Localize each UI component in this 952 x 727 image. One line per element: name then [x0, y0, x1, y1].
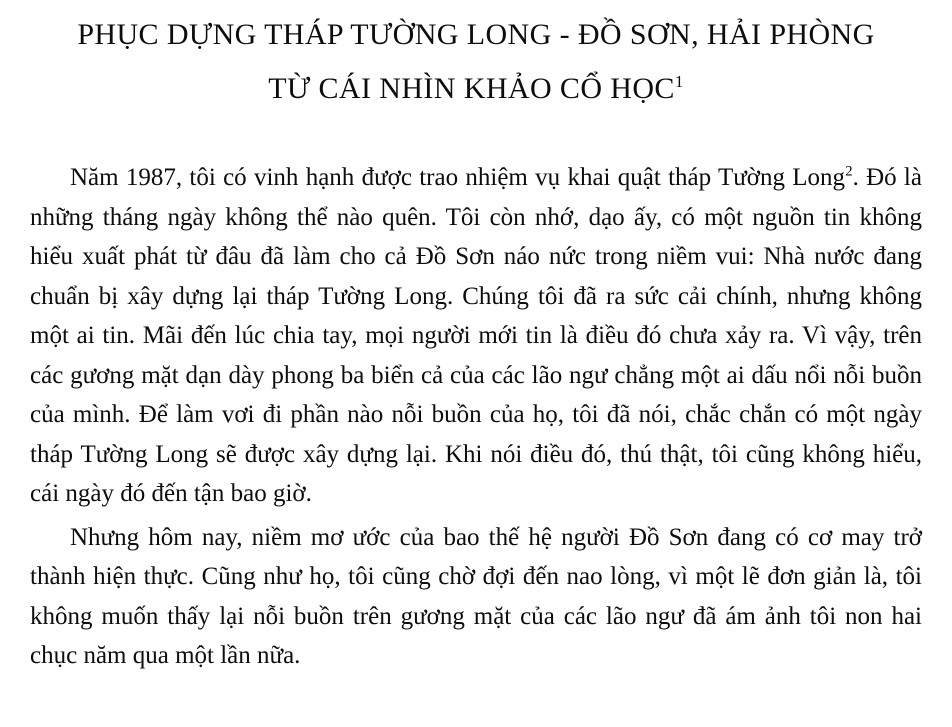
paragraph-1-text-after-note: . Đó là những tháng ngày không thể nào quên. Tôi còn nhớ, dạo ấy, có một nguồn tin không hiểu xuất phát từ đâu đã làm cho cả Đồ Sơn náo nức trong niềm vui: Nhà nước đang chuẩn bị xây dựng lại tháp Tường Long. Chúng tôi đã ra sức cải chính, nhưng không một ai tin. Mãi đến lúc chia tay, mọi người mới tin là điều đó chưa xảy ra. Vì vậy, trên các gương mặt dạn dày phong ba biển cả của các lão ngư chẳng một ai dấu nổi nỗi buồn của mình. Để làm vơi đi phần nào nỗi buồn của họ, tôi đã nói, chắc chắn có một ngày tháp Tường Long sẽ được xây dựng lại. Khi nói điều đó, thú thật, tôi cũng không hiểu, cái ngày đó đến tận bao giờ. [30, 164, 922, 507]
paragraph-1 [30, 158, 922, 514]
paragraph-2 [30, 518, 922, 676]
title-line-1: PHỤC DỰNG THÁP TƯỜNG LONG - ĐỒ SƠN, HẢI PHÒNG [77, 18, 875, 51]
paragraph-2-text: Nhưng hôm nay, niềm mơ ước của bao thế hệ người Đồ Sơn đang có cơ may trở thành hiện thực. Cũng như họ, tôi cũng chờ đợi đến nao lòng, vì một lẽ đơn giản là, tôi không muốn thấy lại nỗi buồn trên gương mặt của các lão ngư đã ám ảnh tôi non hai chục năm qua một lần nữa. [30, 523, 922, 669]
document-title [30, 12, 922, 112]
title-line-2 [30, 66, 922, 112]
paragraph-1-footnote-marker: 2 [845, 163, 853, 180]
document-body [30, 158, 922, 676]
title-line-2-text: TỪ CÁI NHÌN KHẢO CỔ HỌC [268, 72, 675, 105]
paragraph-1-text-before-note: Năm 1987, tôi có vinh hạnh được trao nhiệm vụ khai quật tháp Tường Long [70, 164, 846, 191]
title-footnote-marker: 1 [674, 72, 684, 91]
